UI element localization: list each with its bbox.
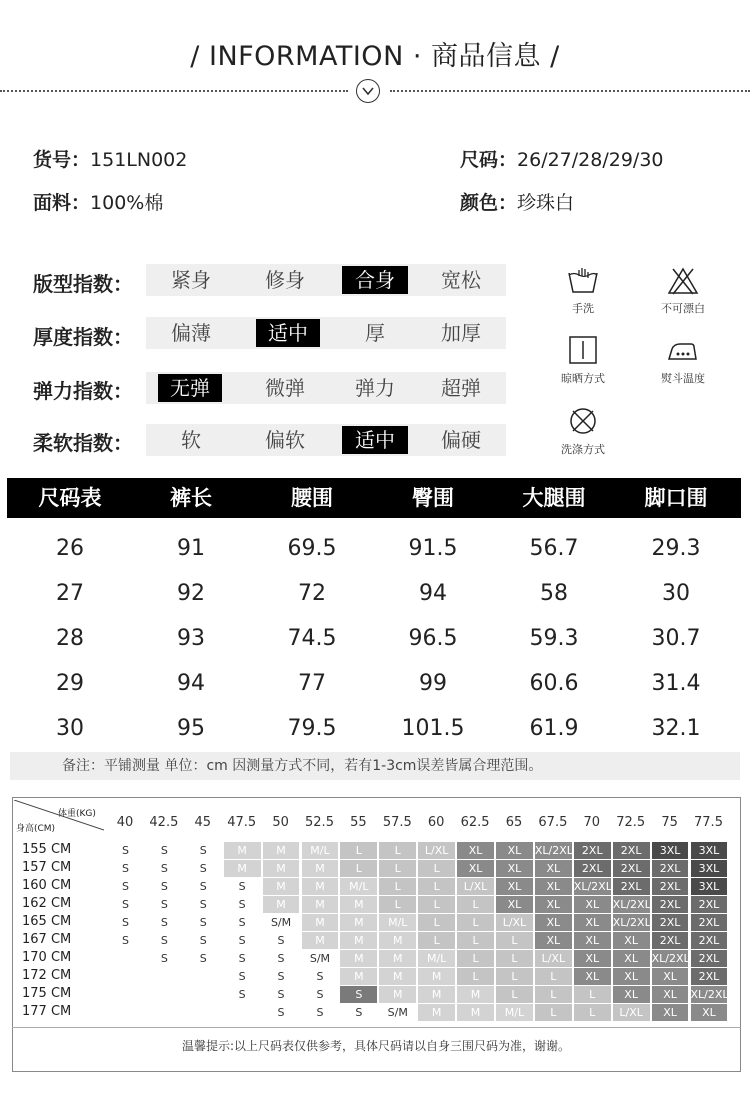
info-color (460, 188, 574, 215)
height-row-label: 177 CM (22, 1004, 72, 1019)
care-label: 手洗 (572, 302, 594, 315)
col-header: 裤长 (170, 486, 212, 510)
size-recommend-cell: L (496, 968, 533, 985)
size-table-cell: 31.4 (651, 671, 701, 696)
size-recommend-cell (107, 1004, 144, 1021)
size-recommend-cell: L (496, 932, 533, 949)
index-option: 紧身 (171, 268, 211, 292)
size-recommend-cell: S (185, 932, 222, 949)
size-recommend-cell: S (302, 986, 339, 1003)
size-recommend-cell: S (224, 932, 261, 949)
col-header: 大腿围 (522, 486, 586, 510)
size-recommend-cell (146, 1004, 183, 1021)
size-recommend-cell: S (107, 896, 144, 913)
weight-label: 体重(KG) (58, 809, 96, 819)
size-recommend-cell (185, 1004, 222, 1021)
weight-header: 52.5 (305, 815, 334, 830)
tip-text: 温馨提示:以上尺码表仅供参考，具体尺码请以自身三围尺码为准，谢谢。 (181, 1039, 571, 1053)
size-table-cell: 93 (177, 626, 205, 651)
chevron-down-icon (356, 79, 380, 103)
size-recommend-cell: XL (574, 950, 611, 967)
size-recommend-cell: 2XL (691, 968, 728, 985)
size-recommend-cell: S (146, 842, 183, 859)
size-table-cell: 61.9 (529, 716, 579, 741)
size-recommend-cell: S (224, 950, 261, 967)
softness-index-label: 柔软指数： (33, 431, 133, 455)
size-recommend-cell: 2XL (574, 860, 611, 877)
care-label: 熨斗温度 (661, 372, 705, 385)
size-recommend-cell: S/M (263, 914, 300, 931)
size-recommend-cell: L/XL (535, 950, 572, 967)
index-option: 偏软 (265, 428, 305, 452)
line-dry-icon (566, 334, 600, 366)
size-recommend-cell: S (340, 1004, 377, 1021)
size-recommend-cell: M (224, 842, 261, 859)
size-recommend-cell: M (263, 860, 300, 877)
size-recommend-cell: 2XL (613, 842, 650, 859)
size-recommend-cell: M (302, 914, 339, 931)
size-recommend-cell: L (535, 986, 572, 1003)
size-recommend-cell: XL/2XL (612, 898, 651, 911)
size-recommend-cell: XL (652, 986, 689, 1003)
size-table-cell: 29.3 (651, 536, 701, 561)
size-recommend-cell: M (263, 896, 300, 913)
divider-right (390, 90, 750, 92)
col-header: 臀围 (412, 486, 454, 510)
weight-header: 72.5 (616, 815, 646, 830)
size-recommend-cell (107, 950, 144, 967)
size-recommend-cell: S (185, 860, 222, 877)
index-option: 微弹 (265, 376, 305, 400)
size-recommend-cell: XL (496, 878, 533, 895)
index-option-selected: 适中 (256, 319, 320, 347)
color-value: 珍珠白 (517, 192, 575, 214)
size-recommend-cell: XL (613, 968, 650, 985)
size-table-cell: 101.5 (401, 716, 465, 741)
index-option: 厚 (365, 321, 385, 345)
size-recommend-cell: S (185, 914, 222, 931)
size-recommend-cell: XL/2XL (690, 988, 729, 1001)
size-table-cell: 91.5 (408, 536, 458, 561)
info-item-no (33, 145, 187, 172)
title-slash-right: / (550, 41, 560, 72)
size-recommend-cell: 2XL (691, 914, 728, 931)
size-recommend-cell: M (457, 986, 494, 1003)
size-recommend-cell: XL (496, 896, 533, 913)
size-recommend-cell: S (302, 968, 339, 985)
size-recommend-cell: L (418, 878, 455, 895)
height-row-label: 157 CM (22, 860, 72, 875)
fit-index-label: 版型指数： (33, 272, 133, 296)
size-recommend-cell: XL (613, 950, 650, 967)
weight-header: 50 (272, 815, 289, 830)
weight-header: 70 (583, 815, 601, 830)
size-recommend-cell: XL (574, 914, 611, 931)
title-text: INFORMATION · 商品信息 (208, 41, 542, 72)
col-header: 尺码表 (38, 486, 102, 510)
size-table-cell: 60.6 (529, 671, 579, 696)
size-recommend-cell: L/XL (457, 878, 494, 895)
size-recommend-cell: S (185, 950, 222, 967)
size-table-cell: 26 (56, 536, 84, 561)
size-recommend-cell: L/XL (613, 1004, 650, 1021)
size-recommend-cell: 2XL (574, 842, 611, 859)
index-option: 偏硬 (441, 428, 481, 452)
size-recommend-cell: S (185, 842, 222, 859)
care-label: 不可漂白 (661, 302, 705, 315)
size-table-cell: 91 (177, 536, 205, 561)
color-label: 颜色： (460, 192, 518, 214)
size-recommend-cell: M (263, 878, 300, 895)
size-recommend-cell: M/L (302, 842, 339, 859)
size-recommend-cell: S/M (379, 1004, 416, 1021)
index-option: 弹力 (355, 376, 395, 400)
size-recommend-cell: L (418, 914, 455, 931)
size-recommend-cell: L (496, 950, 533, 967)
size-recommend-cell: XL (574, 896, 611, 913)
size-recommend-cell: L (574, 986, 611, 1003)
size-recommend-cell: S (263, 986, 300, 1003)
size-recommend-cell: S (146, 950, 183, 967)
size-table-cell: 95 (177, 716, 205, 741)
size-recommend-cell: XL (535, 878, 572, 895)
size-recommend-cell: S (107, 842, 144, 859)
size-recommend-cell: 2XL (652, 878, 689, 895)
item-no-label: 货号： (33, 149, 91, 171)
size-recommend-cell: XL (574, 932, 611, 949)
size-recommend-cell: M/L (379, 914, 416, 931)
size-recommend-cell: M (379, 932, 416, 949)
size-recommend-cell: 2XL (652, 914, 689, 931)
size-recommend-cell: M (340, 968, 377, 985)
size-recommend-cell: M (340, 932, 377, 949)
weight-header: 67.5 (538, 815, 568, 830)
index-option-selected: 无弹 (158, 374, 222, 402)
no-tumble-dry-icon (566, 405, 600, 437)
size-recommend-cell: XL (652, 968, 689, 985)
info-fabric (33, 188, 163, 215)
size-recommend-cell: M (379, 968, 416, 985)
size-recommend-cell: S (224, 878, 261, 895)
index-option: 超弹 (441, 376, 481, 400)
size-recommend-cell: 2XL (691, 932, 728, 949)
size-recommend-cell: M (418, 968, 455, 985)
item-no-value: 151LN002 (90, 149, 188, 171)
size-table-cell: 30 (56, 716, 84, 741)
size-recommend-cell: XL (613, 986, 650, 1003)
size-recommend-cell: L (379, 860, 416, 877)
size-recommend-cell: L (418, 896, 455, 913)
height-row-label: 175 CM (22, 986, 72, 1001)
size-recommend-cell: 2XL (613, 878, 650, 895)
size-recommend-cell: 2XL (652, 932, 689, 949)
elasticity-index-label: 弹力指数： (33, 379, 133, 403)
size-recommend-cell: L (457, 896, 494, 913)
size-recommend-cell: M (302, 896, 339, 913)
weight-header: 62.5 (460, 815, 490, 830)
size-recommend-cell: L (418, 860, 455, 877)
care-label: 洗涤方式 (561, 443, 605, 456)
size-recommend-cell: 2XL (613, 860, 650, 877)
size-recommend-cell: XL (535, 896, 572, 913)
size-table-cell: 96.5 (408, 626, 458, 651)
size-recommend-cell: 3XL (652, 842, 689, 859)
care-label: 晾晒方式 (561, 372, 605, 385)
size-recommend-cell: XL (535, 860, 572, 877)
size-recommend-cell (107, 986, 144, 1003)
weight-header: 77.5 (694, 815, 723, 830)
size-recommend-cell: S (146, 878, 183, 895)
size-recommend-cell: L (457, 932, 494, 949)
height-row-label: 165 CM (22, 914, 72, 929)
height-label: 身高(CM) (16, 824, 56, 834)
size-recommend-cell: S (107, 878, 144, 895)
size-recommend-cell: L/XL (418, 842, 455, 859)
size-table-cell: 32.1 (651, 716, 701, 741)
size-recommend-cell: M (418, 1004, 455, 1021)
size-recommend-cell: S (107, 914, 144, 931)
weight-header: 47.5 (227, 815, 257, 830)
weight-header: 42.5 (149, 815, 179, 830)
thickness-index-label: 厚度指数： (33, 325, 133, 349)
size-recommend-cell: XL/2XL (612, 916, 651, 929)
info-size (460, 145, 664, 172)
measurement-note (10, 752, 740, 780)
size-recommend-cell: 2XL (652, 896, 689, 913)
weight-header: 75 (661, 815, 678, 830)
size-recommend-cell: XL (574, 968, 611, 985)
col-header: 腰围 (291, 486, 333, 510)
size-value: 26/27/28/29/30 (517, 149, 664, 171)
size-recommend-cell: L/XL (496, 914, 533, 931)
size-recommend-cell: S (146, 932, 183, 949)
size-recommend-cell: M (418, 986, 455, 1003)
index-option: 修身 (265, 268, 305, 292)
size-recommend-cell: XL (496, 860, 533, 877)
care-no-bleach (648, 266, 718, 316)
care-iron (648, 334, 718, 386)
size-recommend-cell: S (340, 986, 377, 1003)
no-bleach-icon (666, 266, 700, 296)
size-recommend-cell: 2XL (691, 950, 728, 967)
size-table-cell: 56.7 (529, 536, 579, 561)
size-recommend-cell: L (535, 968, 572, 985)
size-recommend-cell: S (107, 932, 144, 949)
size-table-cell: 77 (298, 671, 326, 696)
size-table-cell: 74.5 (287, 626, 337, 651)
size-recommend-cell: S (263, 968, 300, 985)
size-recommend-cell: L (340, 860, 377, 877)
size-recommend-cell: M/L (496, 1004, 533, 1021)
size-recommend-cell: L (379, 842, 416, 859)
size-recommend-cell: M/L (418, 950, 455, 967)
size-recommend-cell: L (496, 986, 533, 1003)
weight-header: 65 (505, 815, 523, 830)
size-recommend-cell: M (340, 914, 377, 931)
size-recommend-cell (224, 1004, 261, 1021)
size-recommend-cell (185, 986, 222, 1003)
page-title (0, 34, 750, 73)
size-table-cell: 59.3 (529, 626, 579, 651)
index-option: 加厚 (441, 321, 481, 345)
col-header: 脚口围 (644, 486, 708, 510)
size-recommend-cell: S (224, 896, 261, 913)
size-recommend-cell: M (457, 1004, 494, 1021)
size-recommend-cell: S (263, 1004, 300, 1021)
size-recommend-cell: 3XL (691, 878, 728, 895)
size-recommend-cell: L (418, 932, 455, 949)
index-option: 宽松 (441, 268, 481, 292)
size-recommend-cell: S (146, 896, 183, 913)
size-table-cell: 79.5 (287, 716, 337, 741)
size-recommend-cell: 3XL (691, 860, 728, 877)
weight-header: 40 (116, 815, 134, 830)
size-table-cell: 72 (298, 581, 326, 606)
tip-divider (12, 1027, 741, 1028)
size-recommend-cell: L (457, 950, 494, 967)
height-row-label: 172 CM (22, 968, 72, 983)
size-table-cell: 30.7 (651, 626, 701, 651)
height-row-label: 160 CM (22, 878, 72, 893)
size-label: 尺码： (460, 149, 518, 171)
size-recommend-cell: M (224, 860, 261, 877)
size-recommend-cell: S/M (302, 950, 339, 967)
size-recommend-cell: L (340, 842, 377, 859)
hand-wash-icon (566, 266, 600, 296)
size-recommend-cell: S (107, 860, 144, 877)
size-recommend-cell: XL (535, 914, 572, 931)
size-recommend-cell: XL (457, 842, 494, 859)
size-recommend-cell: XL/2XL (651, 952, 690, 965)
height-row-label: 155 CM (22, 842, 72, 857)
size-recommend-cell: S (185, 896, 222, 913)
size-recommend-cell: S (146, 860, 183, 877)
size-recommend-cell: S (224, 968, 261, 985)
care-line-dry (548, 334, 618, 386)
size-recommend-cell: M (340, 950, 377, 967)
size-recommend-cell (146, 968, 183, 985)
weight-header: 57.5 (382, 815, 412, 830)
size-recommend-cell: XL/2XL (534, 844, 573, 857)
size-table-cell: 99 (419, 671, 447, 696)
size-recommend-cell: S (224, 914, 261, 931)
index-option: 偏薄 (171, 321, 211, 345)
size-recommend-cell: XL (496, 842, 533, 859)
weight-header: 55 (350, 815, 367, 830)
size-recommend-cell: 3XL (691, 842, 728, 859)
fabric-label: 面料： (33, 192, 91, 214)
size-table-cell: 94 (177, 671, 205, 696)
size-table-cell: 94 (419, 581, 447, 606)
size-recommend-cell: XL (691, 1004, 728, 1021)
size-recommend-cell: 2XL (691, 896, 728, 913)
size-recommend-cell: M (302, 878, 339, 895)
size-table-cell: 69.5 (287, 536, 337, 561)
care-no-tumble-dry (548, 405, 618, 457)
size-table-header (7, 478, 741, 518)
size-recommend-cell: 2XL (652, 860, 689, 877)
index-option-selected: 适中 (342, 426, 408, 454)
weight-header: 45 (194, 815, 212, 830)
weight-header: 60 (427, 815, 445, 830)
iron-icon (666, 334, 700, 366)
size-recommend-cell: L (457, 914, 494, 931)
note-text: 备注：平铺测量 单位：cm 因测量方式不同，若有1-3cm误差皆属合理范围。 (62, 758, 543, 774)
size-table-cell: 92 (177, 581, 205, 606)
size-recommend-cell (146, 986, 183, 1003)
height-row-label: 170 CM (22, 950, 72, 965)
size-recommend-cell: XL (457, 860, 494, 877)
index-option-selected: 合身 (342, 266, 408, 294)
size-table-cell: 58 (540, 581, 568, 606)
size-recommend-cell: S (263, 932, 300, 949)
size-recommend-cell: L (535, 1004, 572, 1021)
title-slash-left: / (190, 41, 200, 72)
size-recommend-cell: XL (652, 1004, 689, 1021)
size-recommend-cell: S (224, 986, 261, 1003)
care-hand-wash (548, 266, 618, 316)
size-recommend-cell: M (379, 950, 416, 967)
size-recommend-cell: M (263, 842, 300, 859)
size-recommend-cell: M/L (340, 878, 377, 895)
size-table-cell: 30 (662, 581, 690, 606)
size-recommend-cell: XL (613, 932, 650, 949)
size-table-cell: 28 (56, 626, 84, 651)
height-row-label: 167 CM (22, 932, 72, 947)
size-recommend-cell (185, 968, 222, 985)
size-recommend-cell: L (379, 878, 416, 895)
size-table-cell: 29 (56, 671, 84, 696)
size-recommend-cell: M (302, 860, 339, 877)
height-row-label: 162 CM (22, 896, 72, 911)
fabric-value: 100%棉 (90, 192, 164, 214)
size-recommend-cell: S (146, 914, 183, 931)
size-recommend-cell: L (457, 968, 494, 985)
index-option: 软 (181, 428, 201, 452)
divider-left (0, 90, 348, 92)
size-recommend-cell: XL (535, 932, 572, 949)
size-table-cell: 27 (56, 581, 84, 606)
size-recommend-cell: S (263, 950, 300, 967)
size-recommend-cell (107, 968, 144, 985)
size-recommend-cell: S (185, 878, 222, 895)
size-recommend-cell: L (379, 896, 416, 913)
size-recommend-cell: XL/2XL (573, 880, 612, 893)
size-recommend-cell: M (379, 986, 416, 1003)
size-recommend-cell: M (302, 932, 339, 949)
size-recommend-cell: L (574, 1004, 611, 1021)
size-recommend-cell: S (302, 1004, 339, 1021)
size-recommend-cell: M (340, 896, 377, 913)
